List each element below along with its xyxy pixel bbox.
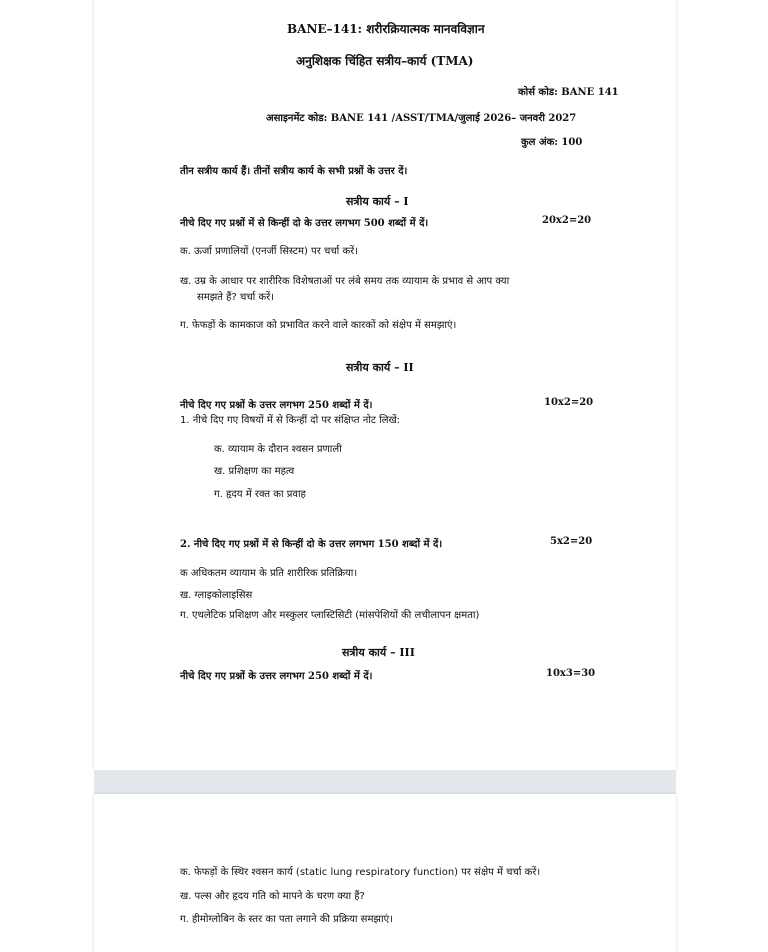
section-2-question-2-b: ख. ग्लाइकोलाइसिस [180,590,253,601]
section-1-marks: 20x2=20 [542,215,592,226]
section-1-question-b-line-2: समझते हैं? चर्चा करें। [197,292,275,303]
section-2-question-1: 1. नीचे दिए गए विषयों में से किन्हीं दो पर संक्षिप्त नोट लिखें: [180,415,401,426]
page-1 [94,0,676,770]
assignment-code: असाइनमेंट कोड: BANE 141 /ASST/TMA/जुलाई 2026– जनवरी 2027 [266,113,577,124]
section-1-question-a: क. ऊर्जा प्रणालियों (एनर्जी सिस्टम) पर चर्चा करें। [180,246,359,257]
section-2-question-2-c: ग. एथलेटिक प्रशिक्षण और मस्कुलर प्लास्टिसिटी (मांसपेशियों की लचीलापन क्षमता) [180,610,480,621]
section-2-question-1-b: ख. प्रशिक्षण का महत्व [214,466,295,477]
section-2-question-2-marks: 5x2=20 [550,536,593,547]
section-1-heading: सत्रीय कार्य – I [346,195,409,208]
page-separator [94,770,676,794]
course-code: कोर्स कोड: BANE 141 [518,87,619,98]
section-2-marks: 10x2=20 [544,397,594,408]
section-3-question-b: ख. पल्स और हृदय गति को मापने के चरण क्या हैं? [180,891,365,902]
section-1-instruction: नीचे दिए गए प्रश्नों में से किन्हीं दो के उत्तर लगभग 500 शब्दों में दें। [180,218,429,229]
section-2-question-1-a: क. व्यायाम के दौरान श्वसन प्रणाली [214,444,342,455]
total-marks: कुल अंक: 100 [521,137,583,148]
section-2-instruction: नीचे दिए गए प्रश्नों के उत्तर लगभग 250 शब्दों में दें। [180,400,373,411]
document-title: BANE–141: शरीरक्रियात्मक मानवविज्ञान [287,22,485,36]
section-3-question-a: क. फेफड़ों के स्थिर श्वसन कार्य (static lung respiratory function) पर संक्षेप में चर्चा करें। [180,867,541,878]
section-1-question-c: ग. फेफड़ों के कामकाज को प्रभावित करने वाले कारकों को संक्षेप में समझाएं। [180,320,457,331]
section-2-question-1-c: ग. हृदय में रक्त का प्रवाह [214,489,306,500]
section-3-heading: सत्रीय कार्य – III [342,646,415,659]
section-3-question-c: ग. हीमोग्लोबिन के स्तर का पता लगाने की प्रक्रिया समझाएं। [180,914,393,925]
section-2-heading: सत्रीय कार्य – II [346,361,414,374]
general-instruction: तीन सत्रीय कार्य हैं। तीनों सत्रीय कार्य के सभी प्रश्नों के उत्तर दें। [180,166,408,177]
page-2 [94,794,676,952]
document-subtitle: अनुशिक्षक चिंहित सत्रीय–कार्य (TMA) [296,54,474,68]
section-2-question-2-a: क अधिकतम व्यायाम के प्रति शारीरिक प्रतिक्रिया। [180,568,358,579]
section-3-instruction: नीचे दिए गए प्रश्नों के उत्तर लगभग 250 शब्दों में दें। [180,671,373,682]
section-1-question-b-line-1: ख. उम्र के आधार पर शारीरिक विशेषताओं पर लंबे समय तक व्यायाम के प्रभाव से आप क्या [180,276,510,287]
section-3-marks: 10x3=30 [546,668,596,679]
section-2-question-2: 2. नीचे दिए गए प्रश्नों में से किन्हीं दो के उत्तर लगभग 150 शब्दों में दें। [180,539,443,550]
